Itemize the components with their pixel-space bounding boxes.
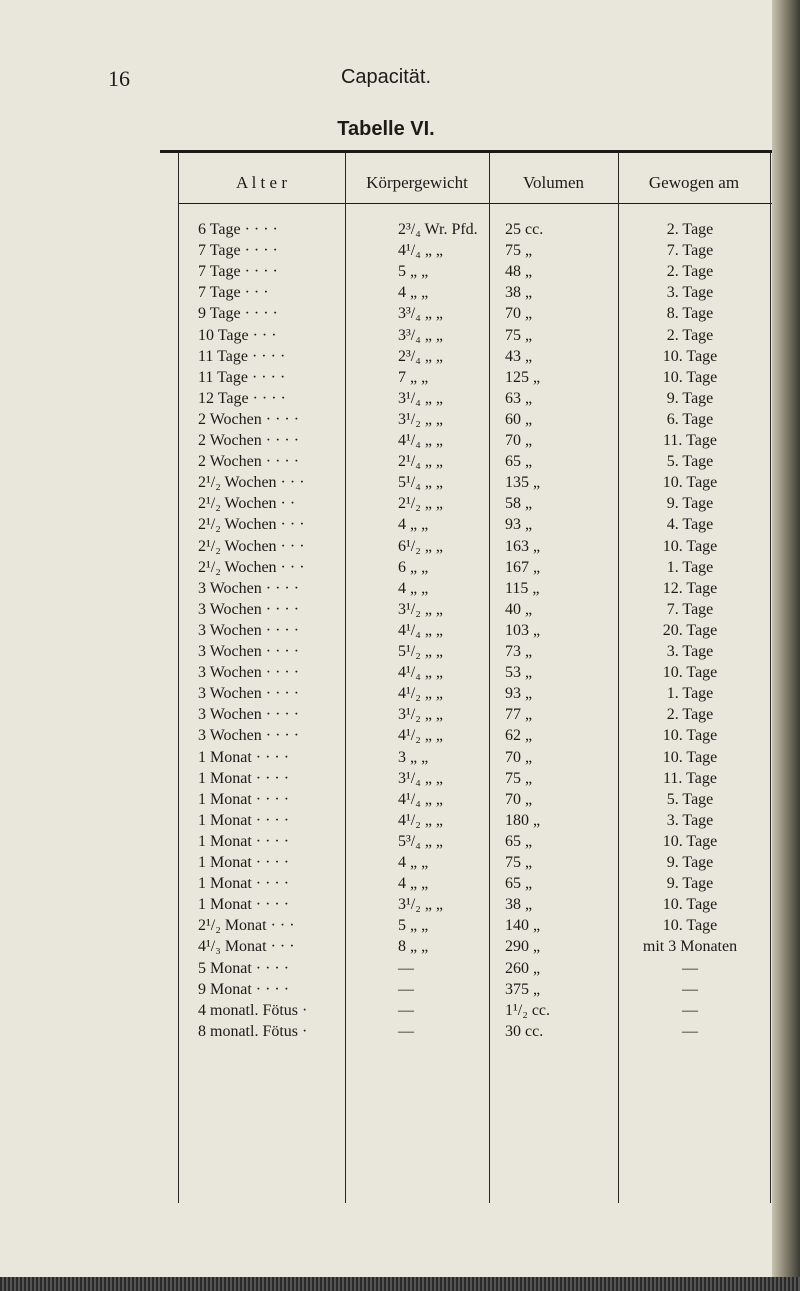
cell-gewicht: 5 „ „ bbox=[398, 263, 429, 281]
header-koerpergewicht: Körpergewicht bbox=[366, 173, 468, 192]
table-row bbox=[0, 1023, 772, 1047]
cell-volumen: 180 „ bbox=[505, 811, 541, 829]
cell-volumen: 63 „ bbox=[505, 389, 533, 407]
cell-volumen: 58 „ bbox=[505, 495, 533, 513]
cell-gewicht: 4 „ „ bbox=[398, 854, 429, 871]
cell-volumen: 38 „ bbox=[505, 284, 533, 302]
header-gewogen-am: Gewogen am bbox=[648, 173, 740, 192]
cell-gewogen: 10. Tage bbox=[662, 896, 718, 914]
cell-volumen: 48 „ bbox=[505, 263, 533, 281]
cell-gewicht: 4 „ „ bbox=[398, 516, 429, 534]
cell-alter: 3 Wochen · · · · bbox=[198, 621, 300, 639]
cell-volumen: 77 „ bbox=[505, 706, 533, 724]
cell-volumen: 40 „ bbox=[505, 600, 533, 618]
cell-gewicht: 2³/₄ Wr. Pfd. bbox=[398, 221, 478, 238]
cell-alter: 1 Monat · · · · bbox=[198, 790, 290, 808]
cell-volumen: 375 „ bbox=[505, 980, 541, 998]
cell-alter: 2¹/₂ Wochen · · bbox=[198, 495, 296, 513]
cell-gewogen: 10. Tage bbox=[662, 727, 718, 745]
cell-volumen: 75 „ bbox=[505, 769, 533, 787]
cell-alter: 1 Monat · · · · bbox=[198, 748, 290, 766]
cell-gewogen: 10. Tage bbox=[662, 917, 718, 935]
cell-gewicht: 3³/₄ „ „ bbox=[398, 326, 444, 344]
cell-alter: 12 Tage · · · · bbox=[198, 389, 286, 407]
cell-volumen: 38 „ bbox=[505, 896, 533, 914]
cell-gewogen: — bbox=[682, 980, 698, 998]
cell-alter: 3 Wochen · · · · bbox=[198, 643, 300, 660]
cell-gewicht: 2³/₄ „ „ bbox=[398, 347, 444, 365]
cell-gewogen: 5. Tage bbox=[666, 453, 714, 471]
cell-alter: 2¹/₂ Monat · · · bbox=[198, 917, 295, 935]
cell-alter: 7 Tage · · · · bbox=[198, 242, 278, 260]
cell-gewogen: 10. Tage bbox=[662, 832, 718, 850]
cell-volumen: 65 „ bbox=[505, 832, 533, 850]
cell-volumen: 93 „ bbox=[505, 516, 533, 534]
cell-gewogen: 7. Tage bbox=[666, 600, 714, 618]
cell-gewicht: — bbox=[398, 980, 414, 998]
cell-volumen: 93 „ bbox=[505, 685, 533, 703]
cell-alter: 2 Wochen · · · · bbox=[198, 453, 300, 471]
cell-gewicht: 5 „ „ bbox=[398, 917, 429, 935]
cell-gewogen: 6. Tage bbox=[666, 410, 714, 428]
cell-gewicht: 4¹/₂ „ „ bbox=[398, 811, 444, 829]
cell-alter: 2¹/₂ Wochen · · · bbox=[198, 558, 305, 576]
cell-volumen: 125 „ bbox=[505, 368, 541, 386]
cell-alter: 2¹/₂ Wochen · · · bbox=[198, 474, 305, 492]
cell-volumen: 163 „ bbox=[505, 537, 541, 555]
cell-gewicht: 4¹/₄ „ „ bbox=[398, 242, 444, 260]
cell-gewicht: — bbox=[398, 1022, 414, 1040]
cell-gewicht: 3¹/₄ „ „ bbox=[398, 769, 444, 787]
cell-volumen: 75 „ bbox=[505, 242, 533, 260]
cell-gewogen: — bbox=[682, 1022, 698, 1040]
cell-gewicht: 3¹/₂ „ „ bbox=[398, 410, 444, 428]
table-title: Tabelle VI. bbox=[337, 118, 435, 140]
header-volumen: Volumen bbox=[522, 173, 585, 192]
cell-gewicht: 4¹/₄ „ „ bbox=[398, 621, 444, 639]
cell-volumen: 290 „ bbox=[505, 938, 541, 956]
cell-gewogen: 10. Tage bbox=[662, 347, 718, 365]
cell-gewicht: 4 „ „ bbox=[398, 875, 429, 893]
cell-gewicht: 3¹/₂ „ „ bbox=[398, 600, 444, 618]
cell-volumen: 65 „ bbox=[505, 875, 533, 893]
cell-gewogen: 5. Tage bbox=[666, 790, 714, 808]
cell-gewicht: 4¹/₄ „ „ bbox=[398, 790, 444, 808]
cell-volumen: 75 „ bbox=[505, 854, 533, 871]
cell-gewogen: 4. Tage bbox=[666, 516, 714, 534]
cell-gewicht: — bbox=[398, 959, 414, 977]
cell-volumen: 140 „ bbox=[505, 917, 541, 935]
cell-alter: 3 Wochen · · · · bbox=[198, 685, 300, 703]
cell-gewogen: mit 3 Monaten bbox=[642, 938, 738, 956]
cell-alter: 9 Tage · · · · bbox=[198, 305, 278, 323]
cell-gewicht: 4 „ „ bbox=[398, 579, 429, 597]
cell-gewogen: 11. Tage bbox=[663, 769, 717, 787]
cell-alter: 9 Monat · · · · bbox=[198, 980, 290, 998]
cell-volumen: 70 „ bbox=[505, 748, 533, 766]
cell-gewogen: 9. Tage bbox=[666, 389, 714, 407]
cell-alter: 2 Wochen · · · · bbox=[198, 410, 300, 428]
cell-gewogen: 10. Tage bbox=[662, 537, 718, 555]
cell-volumen: 65 „ bbox=[505, 453, 533, 471]
cell-gewicht: 8 „ „ bbox=[398, 938, 429, 956]
cell-gewicht: — bbox=[398, 1001, 414, 1019]
cell-volumen: 25 cc. bbox=[505, 221, 544, 238]
cell-gewicht: 5¹/₂ „ „ bbox=[398, 643, 444, 660]
cell-alter: 1 Monat · · · · bbox=[198, 896, 290, 914]
cell-gewicht: 3¹/₂ „ „ bbox=[398, 706, 444, 724]
cell-volumen: 60 „ bbox=[505, 410, 533, 428]
cell-alter: 10 Tage · · · bbox=[198, 326, 277, 344]
cell-gewogen: 9. Tage bbox=[666, 495, 714, 513]
cell-alter: 1 Monat · · · · bbox=[198, 811, 290, 829]
cell-alter: 8 monatl. Fötus · bbox=[198, 1022, 308, 1040]
cell-gewicht: 5³/₄ „ „ bbox=[398, 832, 444, 850]
cell-alter: 2¹/₂ Wochen · · · bbox=[198, 516, 305, 534]
cell-alter: 2 Wochen · · · · bbox=[198, 432, 300, 449]
cell-volumen: 73 „ bbox=[505, 643, 533, 660]
table-top-rule bbox=[160, 150, 772, 153]
cell-gewicht: 5¹/₄ „ „ bbox=[398, 474, 444, 492]
table-header-rule bbox=[178, 203, 772, 204]
cell-gewicht: 2¹/₄ „ „ bbox=[398, 453, 444, 471]
cell-alter: 3 Wochen · · · · bbox=[198, 727, 300, 745]
page-number: 16 bbox=[108, 66, 130, 91]
cell-volumen: 30 cc. bbox=[505, 1022, 544, 1040]
cell-gewogen: 20. Tage bbox=[662, 621, 718, 639]
cell-alter: 7 Tage · · · bbox=[198, 284, 269, 302]
cell-alter: 1 Monat · · · · bbox=[198, 875, 290, 893]
cell-alter: 3 Wochen · · · · bbox=[198, 664, 300, 682]
cell-gewogen: 9. Tage bbox=[666, 875, 714, 893]
cell-gewicht: 4 „ „ bbox=[398, 284, 429, 302]
cell-alter: 3 Wochen · · · · bbox=[198, 600, 300, 618]
cell-gewogen: 8. Tage bbox=[666, 305, 714, 323]
cell-alter: 4¹/₃ Monat · · · bbox=[198, 938, 295, 956]
cell-gewogen: 12. Tage bbox=[662, 579, 718, 597]
cell-alter: 1 Monat · · · · bbox=[198, 832, 290, 850]
cell-gewogen: 3. Tage bbox=[666, 284, 714, 302]
cell-volumen: 62 „ bbox=[505, 727, 533, 745]
cell-alter: 1 Monat · · · · bbox=[198, 854, 290, 871]
cell-gewogen: 2. Tage bbox=[666, 263, 714, 281]
cell-alter: 6 Tage · · · · bbox=[198, 221, 278, 238]
cell-gewogen: — bbox=[682, 1001, 698, 1019]
running-head: Capacität. bbox=[340, 66, 432, 88]
cell-alter: 3 Wochen · · · · bbox=[198, 706, 300, 724]
cell-gewicht: 3¹/₂ „ „ bbox=[398, 896, 444, 914]
cell-gewogen: 1. Tage bbox=[666, 558, 714, 576]
cell-gewogen: 10. Tage bbox=[662, 748, 718, 766]
cell-gewogen: — bbox=[682, 959, 698, 977]
cell-volumen: 135 „ bbox=[505, 474, 541, 492]
cell-volumen: 75 „ bbox=[505, 326, 533, 344]
cell-alter: 2¹/₂ Wochen · · · bbox=[198, 537, 305, 555]
cell-alter: 11 Tage · · · · bbox=[198, 368, 286, 386]
header-alter: A l t e r bbox=[236, 173, 287, 192]
cell-alter: 7 Tage · · · · bbox=[198, 263, 278, 281]
cell-gewogen: 3. Tage bbox=[666, 643, 714, 660]
cell-volumen: 260 „ bbox=[505, 959, 541, 977]
cell-gewogen: 9. Tage bbox=[666, 854, 714, 871]
cell-gewogen: 10. Tage bbox=[662, 474, 718, 492]
cell-volumen: 70 „ bbox=[505, 432, 533, 449]
cell-gewogen: 1. Tage bbox=[666, 685, 714, 703]
cell-alter: 4 monatl. Fötus · bbox=[198, 1001, 308, 1019]
cell-gewogen: 2. Tage bbox=[666, 221, 714, 238]
cell-alter: 11 Tage · · · · bbox=[198, 347, 286, 365]
cell-gewicht: 4¹/₄ „ „ bbox=[398, 664, 444, 682]
scan-edge bbox=[0, 1277, 800, 1291]
cell-gewicht: 7 „ „ bbox=[398, 368, 429, 386]
cell-gewicht: 6¹/₂ „ „ bbox=[398, 537, 444, 555]
cell-alter: 5 Monat · · · · bbox=[198, 959, 290, 977]
cell-gewicht: 3¹/₄ „ „ bbox=[398, 389, 444, 407]
cell-alter: 1 Monat · · · · bbox=[198, 769, 290, 787]
cell-gewicht: 4¹/₂ „ „ bbox=[398, 685, 444, 703]
cell-volumen: 103 „ bbox=[505, 621, 541, 639]
cell-gewicht: 4¹/₄ „ „ bbox=[398, 432, 444, 449]
cell-gewicht: 6 „ „ bbox=[398, 558, 429, 576]
cell-gewogen: 2. Tage bbox=[666, 326, 714, 344]
cell-gewicht: 3 „ „ bbox=[398, 748, 429, 766]
cell-gewogen: 11. Tage bbox=[663, 432, 717, 449]
cell-gewicht: 3³/₄ „ „ bbox=[398, 305, 444, 323]
cell-gewogen: 3. Tage bbox=[666, 811, 714, 829]
cell-volumen: 70 „ bbox=[505, 305, 533, 323]
cell-volumen: 167 „ bbox=[505, 558, 541, 576]
cell-gewogen: 7. Tage bbox=[666, 242, 714, 260]
cell-volumen: 115 „ bbox=[505, 579, 540, 597]
cell-volumen: 70 „ bbox=[505, 790, 533, 808]
cell-gewogen: 2. Tage bbox=[666, 706, 714, 724]
cell-alter: 3 Wochen · · · · bbox=[198, 579, 300, 597]
cell-volumen: 43 „ bbox=[505, 347, 533, 365]
cell-gewicht: 4¹/₂ „ „ bbox=[398, 727, 444, 745]
cell-gewicht: 2¹/₂ „ „ bbox=[398, 495, 444, 513]
cell-gewogen: 10. Tage bbox=[662, 664, 718, 682]
cell-volumen: 1¹/₂ cc. bbox=[505, 1001, 551, 1019]
cell-volumen: 53 „ bbox=[505, 664, 533, 682]
book-spine bbox=[772, 0, 800, 1291]
cell-gewogen: 10. Tage bbox=[662, 368, 718, 386]
